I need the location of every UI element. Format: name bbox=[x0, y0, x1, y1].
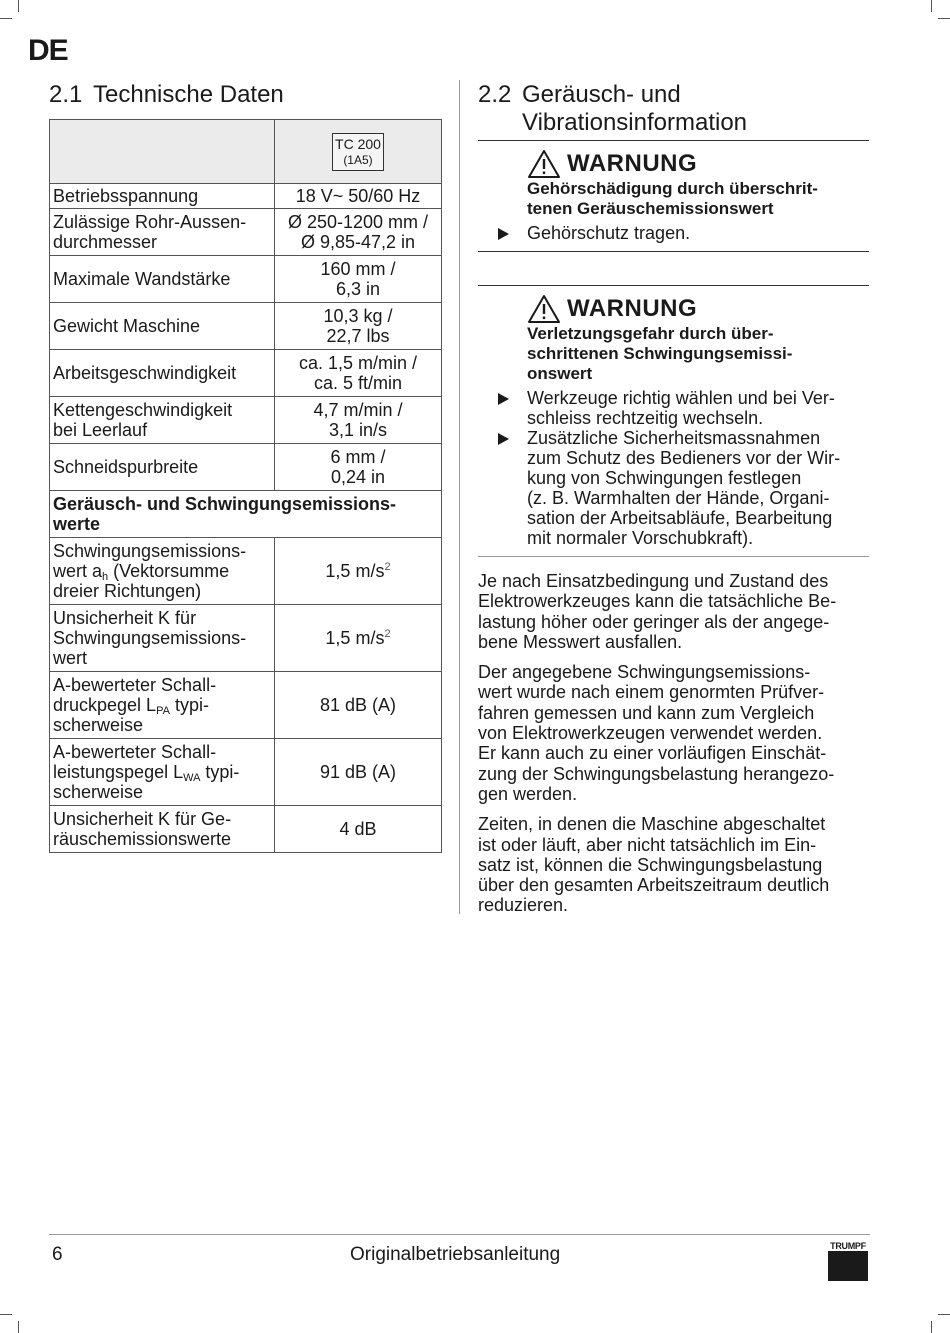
subscript: PA bbox=[156, 705, 170, 717]
item-line: Gehörschutz tragen. bbox=[527, 223, 691, 243]
subtitle-line: Verletzungsgefahr durch über- bbox=[527, 324, 774, 343]
warning-header bbox=[527, 149, 869, 179]
crop-mark bbox=[18, 0, 19, 12]
table-row bbox=[50, 303, 442, 350]
text-line: zung der Schwingungsbelastung herangezo- bbox=[478, 763, 835, 784]
warning-bottom-rule bbox=[478, 251, 869, 252]
row-value bbox=[275, 444, 442, 491]
item-line: Werkzeuge richtig wählen und bei Ver- bbox=[527, 388, 835, 408]
label-line: A-bewerteter Schall- bbox=[53, 742, 217, 762]
section-title-line: werte bbox=[53, 514, 101, 534]
label-text: wert a bbox=[53, 561, 103, 581]
text-line: Je nach Einsatzbedingung und Zustand des bbox=[478, 571, 829, 591]
item-line: sation der Arbeitsabläufe, Bearbeitung bbox=[527, 508, 833, 528]
arrow-right-bullet-icon bbox=[498, 393, 509, 405]
table-row bbox=[50, 397, 442, 444]
value-line: 4,7 m/min / bbox=[313, 400, 403, 420]
language-code: DE bbox=[28, 34, 68, 67]
technical-data-table bbox=[49, 119, 442, 853]
label-line: A-bewerteter Schall- bbox=[53, 675, 217, 695]
value-line: 3,1 in/s bbox=[328, 420, 388, 440]
table-row bbox=[50, 538, 442, 605]
warning-triangle-icon bbox=[527, 149, 561, 179]
table-row bbox=[50, 605, 442, 672]
crop-mark bbox=[0, 1314, 12, 1315]
footer-rule bbox=[49, 1234, 870, 1235]
table-row bbox=[50, 209, 442, 256]
section-number: 2.2 bbox=[478, 81, 512, 108]
value-line: 6,3 in bbox=[335, 279, 381, 299]
item-line: Zusätzliche Sicherheitsmassnahmen bbox=[527, 428, 821, 448]
warning-box-hearing bbox=[478, 140, 869, 252]
row-value bbox=[275, 256, 442, 303]
subscript: WA bbox=[183, 772, 201, 784]
label-line: Unsicherheit K für bbox=[53, 608, 197, 628]
label-line: scherweise bbox=[53, 782, 144, 802]
subtitle-line: onswert bbox=[527, 364, 593, 383]
document-title: Originalbetriebsanleitung bbox=[350, 1244, 561, 1265]
row-label bbox=[50, 739, 275, 806]
warning-subtitle bbox=[527, 179, 869, 219]
label-line: scherweise bbox=[53, 715, 144, 735]
text-line: wert wurde nach einem genormten Prüfver- bbox=[478, 682, 825, 703]
text-line: satz ist, können die Schwingungsbelastung bbox=[478, 854, 823, 875]
text-line: gen werden. bbox=[478, 783, 578, 804]
text-line: von Elektrowerkzeugen verwendet werden. bbox=[478, 723, 823, 744]
text-line: ist oder läuft, aber nicht tatsächlich im Ein- bbox=[478, 834, 817, 855]
subscript: h bbox=[102, 571, 109, 583]
label-line: Schwingungsemissions- bbox=[53, 541, 247, 561]
model-variant: (1A5) bbox=[343, 152, 373, 167]
warning-title: WARNUNG bbox=[567, 295, 698, 322]
warning-title: WARNUNG bbox=[567, 150, 698, 177]
text-line: Der angegebene Schwingungsemissions- bbox=[478, 662, 811, 683]
trumpf-logo bbox=[828, 1241, 868, 1281]
list-item bbox=[478, 428, 869, 548]
text-line: bene Messwert ausfallen. bbox=[478, 631, 683, 652]
label-line bbox=[53, 561, 271, 581]
text-line: fahren gemessen und kann zum Vergleich bbox=[478, 702, 815, 723]
table-row bbox=[50, 806, 442, 853]
label-line bbox=[53, 695, 271, 715]
table-header-model bbox=[275, 120, 442, 184]
page-number: 6 bbox=[52, 1244, 63, 1265]
arrow-right-bullet-icon bbox=[498, 228, 509, 240]
table-header-row bbox=[50, 120, 442, 184]
table-row bbox=[50, 256, 442, 303]
value-line: ca. 1,5 m/min / bbox=[298, 353, 418, 373]
emission-section-row bbox=[50, 491, 442, 538]
row-value bbox=[275, 303, 442, 350]
warning-triangle-icon bbox=[527, 294, 561, 324]
table-row bbox=[50, 184, 442, 209]
row-value bbox=[275, 209, 442, 256]
row-label bbox=[50, 672, 275, 739]
emission-section-title bbox=[50, 491, 442, 538]
row-value: 81 dB (A) bbox=[275, 672, 442, 739]
crop-mark bbox=[931, 1321, 932, 1333]
value-text: 1,5 m/s bbox=[325, 561, 385, 581]
superscript: 2 bbox=[384, 628, 391, 640]
row-label bbox=[50, 806, 275, 853]
column-divider bbox=[459, 80, 460, 914]
table-header-empty bbox=[50, 120, 275, 184]
table-row bbox=[50, 672, 442, 739]
warning-box-vibration bbox=[478, 285, 869, 557]
value-line: Ø 250-1200 mm / bbox=[287, 212, 429, 232]
row-label: Maximale Wandstärke bbox=[50, 256, 275, 303]
row-label: Gewicht Maschine bbox=[50, 303, 275, 350]
item-line: zum Schutz des Bedieners vor der Wir- bbox=[527, 448, 841, 468]
table-row bbox=[50, 350, 442, 397]
superscript: 2 bbox=[384, 561, 391, 573]
row-value: 4 dB bbox=[275, 806, 442, 853]
section-heading-noise-vibration bbox=[478, 81, 747, 137]
label-line: Schwingungsemissions- bbox=[53, 628, 247, 648]
label-text: (Vektorsumme bbox=[108, 561, 230, 581]
warning-top-rule bbox=[478, 285, 869, 286]
text-line: über den gesamten Arbeitszeitraum deutlich bbox=[478, 875, 830, 896]
subtitle-line: Gehörschädigung durch überschrit- bbox=[527, 179, 818, 198]
label-line bbox=[53, 762, 271, 782]
paragraph bbox=[478, 571, 870, 652]
row-value bbox=[275, 397, 442, 444]
value-line: 10,3 kg / bbox=[323, 306, 393, 326]
label-line: Kettengeschwindigkeit bbox=[53, 400, 233, 420]
arrow-right-bullet-icon bbox=[498, 433, 509, 445]
crop-mark bbox=[0, 18, 12, 19]
label-text: druckpegel L bbox=[53, 695, 157, 715]
label-text: typi- bbox=[200, 762, 240, 782]
label-text: leistungspegel L bbox=[53, 762, 184, 782]
row-value bbox=[275, 605, 442, 672]
label-line: durchmesser bbox=[53, 232, 158, 252]
label-line: räuschemissionswerte bbox=[53, 829, 232, 849]
warning-subtitle bbox=[527, 324, 869, 384]
row-label bbox=[50, 397, 275, 444]
logo-text: TRUMPF bbox=[830, 1241, 866, 1251]
section-title-line: Geräusch- und bbox=[522, 81, 681, 108]
row-label: Schneidspurbreite bbox=[50, 444, 275, 491]
section-heading-technical-data bbox=[49, 81, 284, 109]
table-row bbox=[50, 739, 442, 806]
text-line: Er kann auch zu einer vorläufigen Einschät- bbox=[478, 743, 827, 764]
logo-block bbox=[828, 1251, 868, 1281]
item-line: (z. B. Warmhalten der Hände, Organi- bbox=[527, 488, 830, 508]
value-line: Ø 9,85-47,2 in bbox=[300, 232, 416, 252]
model-name: TC 200 bbox=[335, 135, 381, 152]
warning-top-rule bbox=[478, 140, 869, 141]
label-line: wert bbox=[53, 648, 88, 668]
warning-header bbox=[527, 294, 869, 324]
text-line: Elektrowerkzeuges kann die tatsächliche Be- bbox=[478, 591, 837, 612]
crop-mark bbox=[938, 18, 950, 19]
value-line: 6 mm / bbox=[330, 447, 386, 467]
section-title: Technische Daten bbox=[93, 81, 284, 108]
item-line: mit normaler Vorschubkraft). bbox=[527, 528, 754, 548]
row-value bbox=[275, 538, 442, 605]
row-label bbox=[50, 209, 275, 256]
subtitle-line: tenen Geräuschemissionswert bbox=[527, 199, 774, 218]
row-label: Arbeitsgeschwindigkeit bbox=[50, 350, 275, 397]
label-line: bei Leerlauf bbox=[53, 420, 148, 440]
vibration-info-text bbox=[478, 571, 870, 926]
table-row bbox=[50, 444, 442, 491]
item-line: schleiss rechtzeitig wechseln. bbox=[527, 408, 764, 428]
text-line: reduzieren. bbox=[478, 895, 569, 916]
warning-measures bbox=[478, 388, 869, 548]
subtitle-line: schrittenen Schwingungsemissi- bbox=[527, 344, 793, 363]
row-label: Betriebsspannung bbox=[50, 184, 275, 209]
warning-bottom-rule bbox=[478, 556, 869, 557]
label-line: Zulässige Rohr-Aussen- bbox=[53, 212, 247, 232]
section-title-line: Vibrationsinformation bbox=[522, 109, 748, 136]
row-value: 18 V~ 50/60 Hz bbox=[275, 184, 442, 209]
label-line: Unsicherheit K für Ge- bbox=[53, 809, 232, 829]
paragraph bbox=[478, 662, 870, 804]
list-item bbox=[478, 223, 869, 243]
text-line: lastung höher oder geringer als der angege- bbox=[478, 611, 830, 632]
row-label bbox=[50, 605, 275, 672]
paragraph bbox=[478, 814, 870, 915]
value-line: 22,7 lbs bbox=[326, 326, 390, 346]
value-line: ca. 5 ft/min bbox=[313, 373, 403, 393]
crop-mark bbox=[938, 1314, 950, 1315]
label-text: typi- bbox=[169, 695, 209, 715]
row-value: 91 dB (A) bbox=[275, 739, 442, 806]
item-line: kung von Schwingungen festlegen bbox=[527, 468, 802, 488]
warning-measures bbox=[478, 223, 869, 243]
crop-mark bbox=[931, 0, 932, 12]
row-label bbox=[50, 538, 275, 605]
text-line: Zeiten, in denen die Maschine abgeschaltet bbox=[478, 814, 826, 835]
section-title-line: Geräusch- und Schwingungsemissions- bbox=[53, 494, 397, 514]
value-text: 1,5 m/s bbox=[325, 628, 385, 648]
section-number: 2.1 bbox=[49, 81, 83, 108]
list-item bbox=[478, 388, 869, 428]
model-box bbox=[332, 133, 384, 171]
crop-mark bbox=[18, 1321, 19, 1333]
value-line: 0,24 in bbox=[330, 467, 386, 487]
value-line: 160 mm / bbox=[320, 259, 396, 279]
label-line: dreier Richtungen) bbox=[53, 581, 202, 601]
row-value bbox=[275, 350, 442, 397]
